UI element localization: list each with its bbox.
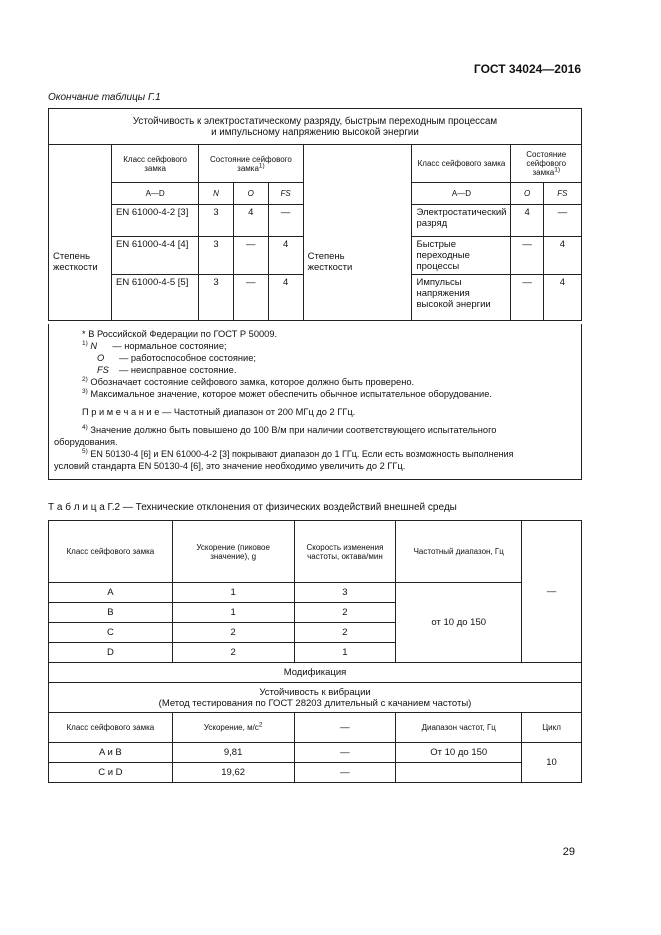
note-5-text-l1: EN 50130-4 [6] и EN 61000-4-2 [3] покрывают диапазон до 1 ГГц. Если есть возможность выполнения [90, 449, 514, 459]
empty-cell [49, 145, 112, 205]
table1-title-line1: Устойчивость к электростатическому разряду, быстрым переходным процессам [132, 115, 498, 127]
t2-sub-cycle: Цикл [522, 713, 582, 743]
note-1-n-sym: N [90, 341, 98, 351]
right-col-class: Класс сейфового замка [412, 145, 511, 183]
t2-row-class: B [49, 603, 173, 623]
table1-title [49, 109, 582, 145]
left-row-fs: 4 [268, 275, 303, 321]
right-sub-fs: FS [543, 183, 581, 205]
note-3-sup: 3) [82, 387, 88, 395]
table2-caption: Т а б л и ц а Г.2 — Технические отклонения от физических воздействий внешней среды [48, 502, 457, 513]
note-1-fs [97, 364, 236, 376]
t2-vibration-title-line1: Устойчивость к вибрации [259, 686, 371, 698]
right-row-fs: — [543, 205, 581, 237]
t2-sub-row-dash: — [294, 763, 396, 783]
t2-sub-row-range [396, 763, 522, 783]
t2-row-speed: 2 [294, 623, 396, 643]
t2-row-accel: 2 [172, 623, 294, 643]
t2-sub-accel-text: Ускорение, м/с [203, 723, 259, 732]
note-3 [82, 388, 492, 400]
note-1-sup: 1) [82, 339, 88, 347]
table1-title-line2: и импульсному напряжению высокой энергии [211, 126, 419, 138]
left-row-std: EN 61000-4-2 [3] [112, 205, 199, 237]
right-row-o: — [511, 275, 543, 321]
note-2-text: Обозначает состояние сейфового замка, которое должно быть проверено. [90, 377, 415, 387]
note-5 [82, 448, 576, 460]
right-row-name: Электростатический разряд [412, 205, 511, 237]
note-2-sup: 2) [82, 375, 88, 383]
left-row-o: — [233, 237, 268, 275]
t2-sub-row-accel: 19,62 [172, 763, 294, 783]
t2-sub-class: Класс сейфового замка [49, 713, 173, 743]
note-1-fs-sym: FS [97, 365, 109, 375]
t2-col-range: Частотный диапазон, Гц [396, 521, 522, 583]
t2-cycle-value: 10 [522, 743, 582, 783]
note-4 [82, 424, 576, 436]
right-row-label-text: Степень жесткости [307, 251, 353, 274]
note-1-fs-text: — неисправное состояние. [119, 365, 237, 375]
t2-row-class: D [49, 643, 173, 663]
note-1-o [97, 352, 256, 364]
left-row-n: 3 [199, 237, 234, 275]
note-star: * В Российской Федерации по ГОСТ Р 50009. [82, 329, 278, 339]
t2-row-class: C [49, 623, 173, 643]
note-1-n [82, 340, 227, 352]
table1-notes [48, 324, 582, 480]
t2-sub-row-class: A и B [49, 743, 173, 763]
right-col-state [511, 145, 582, 183]
t2-sub-row-range: От 10 до 150 [396, 743, 522, 763]
note-5-sup: 5) [82, 447, 88, 455]
note-primechanie [82, 406, 355, 418]
note-5-cont: условий стандарта EN 50130-4 [6], это значение необходимо увеличить до 2 ГГц. [54, 461, 406, 471]
note-3-text: Максимальное значение, которое может обеспечить обычное испытательное оборудование. [90, 389, 492, 399]
left-col-class: Класс сейфового замка [112, 145, 199, 183]
table1-caption: Окончание таблицы Г.1 [48, 92, 161, 103]
table-g2 [48, 520, 582, 783]
right-col-state-sup: 1) [554, 166, 560, 174]
t2-row-accel: 1 [172, 603, 294, 623]
t2-col-class: Класс сейфового замка [49, 521, 173, 583]
right-row-name: Импульсы напряжения высокой энергии [412, 275, 511, 321]
t2-row-speed: 1 [294, 643, 396, 663]
left-sub-n: N [199, 183, 234, 205]
note-1-o-text: — работоспособное состояние; [119, 353, 257, 363]
t2-col-accel: Ускорение (пиковое значение), g [172, 521, 294, 583]
note-1-o-sym: O [97, 353, 105, 363]
primechanie-text: — Частотный диапазон от 200 МГц до 2 ГГц. [161, 407, 356, 417]
t2-sub-dash: — [294, 713, 396, 743]
note-4-sup: 4) [82, 423, 88, 431]
right-row-fs: 4 [543, 275, 581, 321]
t2-vibration-title [49, 683, 582, 713]
page-number: 29 [562, 846, 575, 858]
left-col-state-sup: 1) [258, 161, 265, 169]
left-row-fs: — [268, 205, 303, 237]
t2-col-dash: — [522, 521, 582, 663]
empty-cell [303, 145, 412, 205]
right-sub-class: A—D [412, 183, 511, 205]
t2-row-accel: 1 [172, 583, 294, 603]
t2-row-speed: 3 [294, 583, 396, 603]
left-row-o: 4 [233, 205, 268, 237]
t2-sub-accel-sup: 2 [258, 721, 263, 729]
t2-modification: Модификация [49, 663, 582, 683]
right-row-fs: 4 [543, 237, 581, 275]
left-row-n: 3 [199, 205, 234, 237]
t2-sub-row-accel: 9,81 [172, 743, 294, 763]
left-row-std: EN 61000-4-4 [4] [112, 237, 199, 275]
t2-sub-accel [172, 713, 294, 743]
t2-sub-row-dash: — [294, 743, 396, 763]
t2-row-speed: 2 [294, 603, 396, 623]
left-row-o: — [233, 275, 268, 321]
left-sub-o: O [233, 183, 268, 205]
t2-vibration-title-line2: (Метод тестирования по ГОСТ 28203 длительный с качанием частоты) [158, 697, 472, 709]
left-col-state-text: Состояние сейфового замка [209, 154, 292, 173]
note-1-n-text: — нормальное состояние; [112, 341, 227, 351]
left-col-state [199, 145, 303, 183]
right-row-label [303, 205, 412, 321]
left-sub-fs: FS [268, 183, 303, 205]
t2-col-speed: Скорость изменения частоты, октава/мин [294, 521, 396, 583]
right-row-o: 4 [511, 205, 543, 237]
note-2 [82, 376, 414, 388]
t2-row-accel: 2 [172, 643, 294, 663]
t2-row-class: A [49, 583, 173, 603]
note-4-text-l1: Значение должно быть повышено до 100 В/м при наличии соответствующего испытательного [90, 425, 497, 435]
left-row-fs: 4 [268, 237, 303, 275]
left-row-label [49, 205, 112, 321]
left-row-n: 3 [199, 275, 234, 321]
left-row-std: EN 61000-4-5 [5] [112, 275, 199, 321]
left-row-label-text: Степень жесткости [53, 251, 98, 274]
document-code: ГОСТ 34024—2016 [473, 62, 581, 76]
right-row-o: — [511, 237, 543, 275]
t2-sub-range: Диапазон частот, Гц [396, 713, 522, 743]
note-4-cont: оборудования. [54, 437, 118, 447]
right-row-name: Быстрые переходные процессы [412, 237, 511, 275]
right-col-state-text: Состояние сейфового замка [526, 150, 567, 177]
table-g1 [48, 108, 582, 321]
t2-range-value: от 10 до 150 [396, 583, 522, 663]
right-sub-o: O [511, 183, 543, 205]
t2-sub-row-class: C и D [49, 763, 173, 783]
left-sub-class: A—D [112, 183, 199, 205]
primechanie-label: П р и м е ч а н и е [82, 407, 160, 417]
